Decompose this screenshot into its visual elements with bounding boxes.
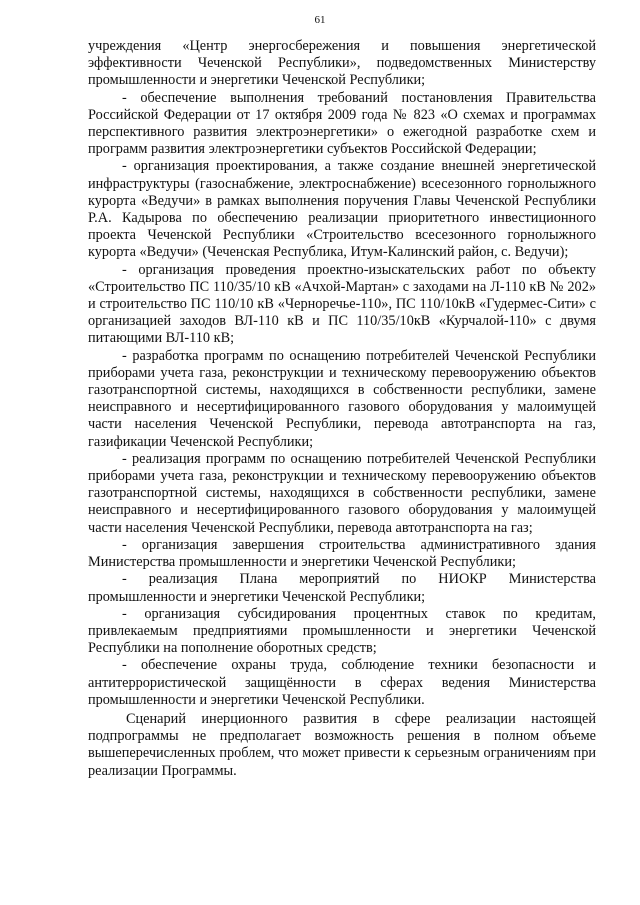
list-item-veduchi-infrastructure: - организация проектирования, а также создание внешней энергетической инфраструктуры (газоснабжение, электроснабжение) всесезонного горнолыжного курорта «Ведучи» в рамках выполнения поручения Главы Чеченской Республики Р.А. Кадырова по обеспечению реализации приоритетного инвестиционного проекта Чеченской Республики «Строительство всесезонного горнолыжного курорта «Ведучи» (Чеченская Республика, Итум-Калинский район, с. Ведучи); — [88, 158, 596, 261]
list-item-gas-programs-implementation: - реализация программ по оснащению потребителей Чеченской Республики приборами учета газа, реконструкции и техническому перевооружению объектов газотранспортной системы, находящихся в собственности республики, замене неисправного и несертифицированного газового оборудования у малоимущей части населения Чеченской Республики, перевода автотранспорта на газ; — [88, 450, 596, 536]
paragraph-intro: учреждения «Центр энергосбережения и повышения энергетической эффективности Чеченской Республики», подведомственных Министерству промышленности и энергетики Чеченской Республики; — [88, 38, 596, 89]
list-item-gas-programs-development: - разработка программ по оснащению потребителей Чеченской Республики приборами учета газа, реконструкции и техническому перевооружению объектов газотранспортной системы, находящихся в собственности республики, замене неисправного и несертифицированного газового оборудования у малоимущей части населения Чеченской Республики, перевода автотранспорта на газ, газификации Чеченской Республики; — [88, 347, 596, 450]
document-body — [88, 38, 596, 780]
list-item-interest-subsidies: - организация субсидирования процентных ставок по кредитам, привлекаемым предприятиями промышленности и энергетики Чеченской Республики на пополнение оборотных средств; — [88, 605, 596, 657]
list-item-schemes-programs: - обеспечение выполнения требований постановления Правительства Российской Федерации от 17 октября 2009 года № 823 «О схемах и программах перспективного развития электроэнергетики» о ежегодной разработке схем и программ развития электроэнергетики субъектов Российской Федерации; — [88, 89, 596, 158]
list-item-labor-safety: - обеспечение охраны труда, соблюдение техники безопасности и антитеррористической защищённости в сферах ведения Министерства промышленности и энергетики Чеченской Республики. — [88, 657, 596, 708]
page-number: 61 — [314, 14, 326, 26]
list-item-substation-design: - организация проведения проектно-изыскательских работ по объекту «Строительство ПС 110/35/10 кВ «Ачхой-Мартан» с заходами на Л-110 кВ № 202» и строительство ПС 110/10 кВ «Черноречье-110», ПС 110/10кВ «Гудермес-Сити» с организацией заходов ВЛ-110 кВ и ПС 110/35/10кВ «Курчалой-110» с двумя питающими ВЛ-110 кВ; — [88, 261, 596, 347]
list-item-admin-building: - организация завершения строительства административного здания Министерства промышленности и энергетики Чеченской Республики; — [88, 536, 596, 571]
list-item-rnd-plan: - реализация Плана мероприятий по НИОКР Министерства промышленности и энергетики Чеченской Республики; — [88, 571, 596, 605]
paragraph-inertial-scenario: Сценарий инерционного развития в сфере реализации настоящей подпрограммы не предполагает возможность решения в полном объеме вышеперечисленных проблем, что может привести к серьезным ограничениям при реализации Программы. — [88, 710, 596, 779]
